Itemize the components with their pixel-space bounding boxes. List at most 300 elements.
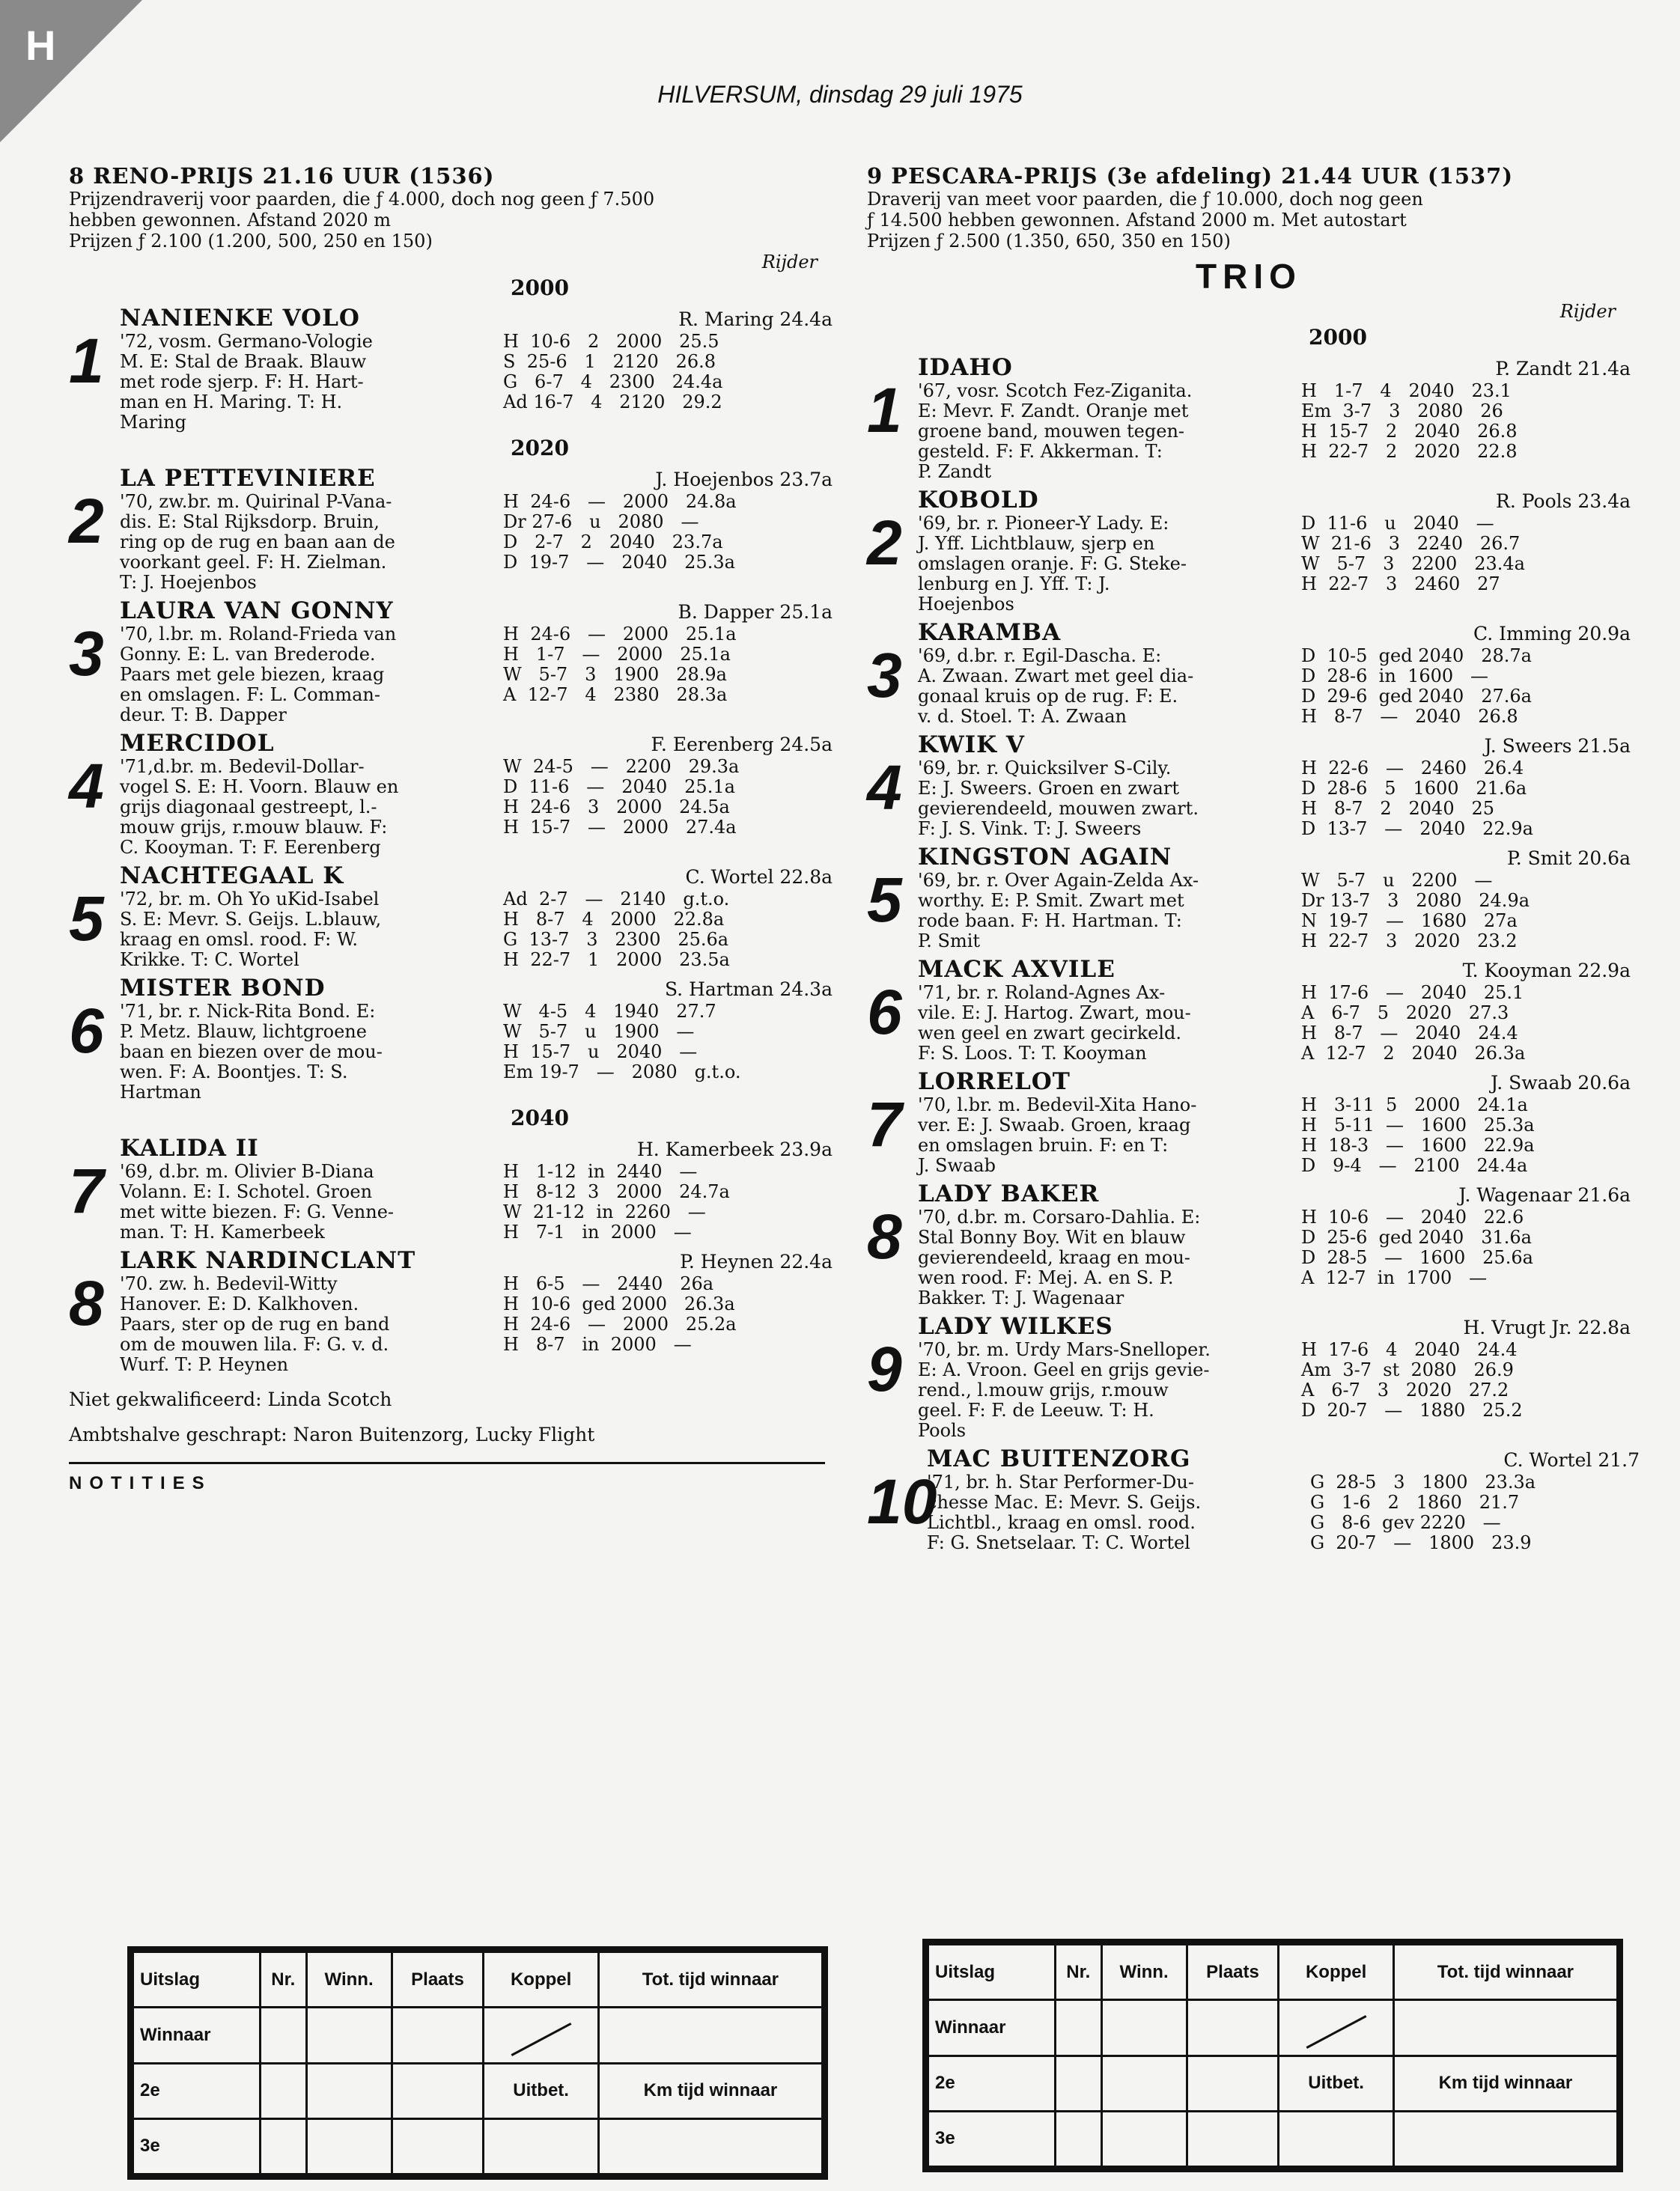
result-cell[interactable] — [1187, 2056, 1279, 2111]
description-line: F: G. Snetselaar. T: C. Wortel — [927, 1532, 1190, 1553]
description-line: kraag en omsl. rood. F: W. — [120, 929, 358, 950]
horse-description — [120, 492, 494, 593]
rider-name: C. Imming 20.9a — [1473, 623, 1631, 644]
result-cell[interactable] — [598, 2118, 822, 2174]
horse-name: LORRELOT — [918, 1068, 1071, 1095]
horse-details — [120, 730, 833, 858]
description-line: '69, br. r. Pioneer-Y Lady. E: — [918, 513, 1169, 534]
form-line: H 1-7 4 2040 23.1 — [1301, 380, 1512, 401]
horse-header — [120, 465, 833, 492]
form-line: H 8-7 4 2000 22.8a — [503, 909, 725, 930]
form-line: W 4-5 4 1940 27.7 — [503, 1001, 716, 1022]
description-line: S. E: Mevr. S. Geijs. L.blauw, — [120, 909, 382, 930]
race-9-column — [867, 163, 1640, 1553]
start-number: 7 — [69, 1156, 104, 1226]
description-line: '71, br. r. Nick-Rita Bond. E: — [120, 1001, 376, 1022]
form-line: D 9-4 — 2100 24.4a — [1301, 1155, 1528, 1176]
description-line: '70, l.br. m. Roland-Frieda van — [120, 624, 397, 644]
horse-name: NANIENKE VOLO — [120, 305, 360, 332]
horse-header — [120, 1135, 833, 1162]
form-line: G 20-7 — 1800 23.9 — [1310, 1532, 1532, 1553]
distance-heading: 2040 — [511, 1106, 569, 1130]
horse-header — [120, 730, 833, 757]
horse-details — [120, 305, 833, 433]
horse-description — [918, 1340, 1292, 1441]
horse-description — [120, 1162, 494, 1243]
horse-header — [918, 1068, 1631, 1095]
rider-name: H. Kamerbeek 23.9a — [637, 1139, 833, 1160]
result-row-label: Winnaar — [928, 2000, 1056, 2056]
race-description-line: Prijzen ƒ 2.100 (1.200, 500, 250 en 150) — [69, 231, 433, 252]
form-line: H 15-7 u 2040 — — [503, 1041, 698, 1062]
race-description-line: Draverij van meet voor paarden, die ƒ 10.000, doch nog geen — [867, 189, 1423, 210]
description-line: '72, vosm. Germano-Vologie — [120, 331, 373, 352]
result-cell[interactable] — [1101, 2111, 1187, 2166]
description-line: '69, br. r. Over Again-Zelda Ax- — [918, 870, 1199, 891]
result-cell[interactable] — [392, 2118, 484, 2174]
race-description-line: hebben gewonnen. Afstand 2020 m — [69, 210, 392, 231]
form-line: D 25-6 ged 2040 31.6a — [1301, 1227, 1532, 1248]
description-line: E: A. Vroon. Geel en grijs gevie- — [918, 1359, 1210, 1380]
horse-entry — [867, 731, 1631, 839]
race-title: 9 PESCARA-PRIJS (3e afdeling) 21.44 UUR (1537) — [867, 163, 1514, 189]
form-line: G 28-5 3 1800 23.3a — [1310, 1472, 1536, 1493]
horse-entry — [69, 862, 833, 970]
horse-details — [120, 465, 833, 593]
description-line: ver. E: J. Swaab. Groen, kraag — [918, 1115, 1191, 1136]
description-line: wen rood. F: Mej. A. en S. P. — [918, 1267, 1174, 1288]
horse-description — [918, 758, 1292, 839]
form-line: H 24-6 3 2000 24.5a — [503, 796, 730, 817]
description-line: Hoejenbos — [918, 594, 1014, 615]
horse-info — [918, 646, 1631, 727]
description-line: gonaal kruis op de rug. F: E. — [918, 686, 1178, 707]
distance-heading: 2000 — [511, 275, 569, 300]
description-line: Wurf. T: P. Heynen — [120, 1354, 289, 1375]
description-line: met rode sjerp. F: H. Hart- — [120, 371, 364, 392]
description-line: '71, br. r. Roland-Agnes Ax- — [918, 982, 1166, 1003]
result-cell[interactable] — [1101, 2056, 1187, 2111]
horse-description — [120, 1002, 494, 1103]
description-line: P. Smit — [918, 930, 981, 951]
horse-header — [918, 1180, 1631, 1207]
description-line: rode baan. F: H. Hartman. T: — [918, 910, 1182, 931]
rider-name: P. Smit 20.6a — [1506, 847, 1631, 869]
form-line: A 6-7 3 2020 27.2 — [1301, 1380, 1509, 1401]
description-line: Lichtbl., kraag en omsl. rood. — [927, 1512, 1196, 1533]
race-description — [69, 189, 833, 252]
form-line: H 8-7 2 2040 25 — [1301, 798, 1495, 819]
result-cell[interactable] — [392, 2008, 484, 2063]
horse-description — [927, 1472, 1301, 1553]
trio-heading: TRIO — [1196, 257, 1302, 296]
form-line: H 8-7 — 2040 24.4 — [1301, 1023, 1518, 1043]
form-line: D 28-6 5 1600 21.6a — [1301, 778, 1527, 799]
description-line: man. T: H. Kamerbeek — [120, 1222, 325, 1243]
form-line: D 2-7 2 2040 23.7a — [503, 531, 723, 552]
description-line: '69, br. r. Quicksilver S-Cily. — [918, 758, 1172, 778]
result-cell[interactable] — [1055, 2056, 1101, 2111]
description-line: Paars, ster op de rug en band — [120, 1314, 390, 1335]
horse-details — [918, 1313, 1631, 1441]
description-line: grijs diagonaal gestreept, l.- — [120, 796, 377, 817]
horse-entry — [867, 1180, 1631, 1308]
horse-header — [918, 956, 1631, 983]
start-number: 4 — [867, 752, 902, 823]
horse-details — [918, 487, 1631, 615]
form-line: Ad 16-7 4 2120 29.2 — [503, 391, 722, 412]
description-line: geel. F: F. de Leeuw. T: H. — [918, 1400, 1154, 1421]
horse-form — [494, 1002, 833, 1103]
not-qualified-note: Niet gekwalificeerd: Linda Scotch — [69, 1389, 392, 1410]
description-line: '70, br. m. Urdy Mars-Snelloper. — [918, 1339, 1211, 1360]
form-line: D 19-7 — 2040 25.3a — [503, 552, 735, 573]
form-line: H 15-7 2 2040 26.8 — [1301, 421, 1518, 442]
result-header: Nr. — [1055, 1945, 1101, 2000]
description-line: en omslagen bruin. F: en T: — [918, 1135, 1169, 1156]
start-number: 7 — [867, 1089, 902, 1160]
form-line: Dr 27-6 u 2080 — — [503, 511, 699, 532]
horse-header — [918, 487, 1631, 514]
horse-header — [120, 305, 833, 332]
result-cell[interactable] — [260, 2008, 306, 2063]
horse-description — [918, 1095, 1292, 1176]
description-line: Hartman — [120, 1082, 201, 1103]
horse-entry — [867, 354, 1631, 482]
form-line: H 10-6 — 2040 22.6 — [1301, 1207, 1524, 1228]
result-cell[interactable] — [260, 2063, 306, 2118]
result-cell[interactable] — [1055, 2111, 1101, 2166]
horse-form — [1292, 758, 1631, 839]
description-line: chesse Mac. E: Mevr. S. Geijs. — [927, 1492, 1202, 1513]
horse-name: NACHTEGAAL K — [120, 862, 344, 889]
result-cell[interactable] — [1187, 2000, 1279, 2056]
horse-details — [918, 354, 1631, 482]
description-line: '70. zw. h. Bedevil-Witty — [120, 1273, 338, 1294]
horse-header — [120, 1247, 833, 1274]
form-line: H 22-7 3 2020 23.2 — [1301, 930, 1518, 951]
form-line: H 17-6 — 2040 25.1 — [1301, 982, 1524, 1003]
result-header: Tot. tijd winnaar — [1393, 1945, 1617, 2000]
description-line: '70, l.br. m. Bedevil-Xita Hano- — [918, 1094, 1197, 1115]
description-line: J. Yff. Lichtblauw, sjerp en — [918, 533, 1155, 554]
start-number: 1 — [867, 375, 902, 445]
description-line: wen. F: A. Boontjes. T: S. — [120, 1061, 348, 1082]
horse-name: KOBOLD — [918, 487, 1039, 514]
result-cell[interactable] — [306, 2063, 392, 2118]
horse-name: LA PETTEVINIERE — [120, 465, 376, 492]
description-line: '71,d.br. m. Bedevil-Dollar- — [120, 756, 365, 777]
form-line: A 12-7 in 1700 — — [1301, 1267, 1488, 1288]
result-header: Nr. — [260, 1952, 306, 2008]
horse-description — [120, 889, 494, 970]
race-description-line: Prijzendraverij voor paarden, die ƒ 4.000, doch nog geen ƒ 7.500 — [69, 189, 655, 210]
form-line: G 13-7 3 2300 25.6a — [503, 929, 729, 950]
start-number: 6 — [69, 996, 104, 1066]
form-line: H 3-11 5 2000 24.1a — [1301, 1094, 1528, 1115]
rider-name: J. Wagenaar 21.6a — [1458, 1184, 1631, 1206]
rider-name: B. Dapper 25.1a — [678, 601, 833, 623]
result-cell[interactable] — [306, 2008, 392, 2063]
horse-description — [918, 381, 1292, 482]
form-line: W 5-7 3 2200 23.4a — [1301, 553, 1525, 574]
rider-name: T. Kooyman 22.9a — [1462, 960, 1631, 981]
result-cell[interactable] — [1393, 2111, 1617, 2166]
form-line: H 24-6 — 2000 25.2a — [503, 1314, 737, 1335]
form-line: G 6-7 4 2300 24.4a — [503, 371, 723, 392]
horse-info — [918, 514, 1631, 615]
form-line: G 8-6 gev 2220 — — [1310, 1512, 1501, 1533]
horse-description — [918, 983, 1292, 1064]
horse-entry — [69, 975, 833, 1103]
description-line: baan en biezen over de mou- — [120, 1041, 383, 1062]
form-line: W 24-5 — 2200 29.3a — [503, 756, 740, 777]
horse-details — [120, 597, 833, 725]
description-line: '67, vosr. Scotch Fez-Ziganita. — [918, 380, 1193, 401]
horse-entry — [69, 730, 833, 858]
rider-name: R. Maring 24.4a — [678, 308, 833, 330]
description-line: vogel S. E: H. Voorn. Blauw en — [120, 776, 399, 797]
description-line: omslagen oranje. F: G. Steke- — [918, 553, 1187, 574]
form-line: A 12-7 4 2380 28.3a — [503, 684, 728, 705]
horse-details — [918, 619, 1631, 727]
result-cell[interactable] — [598, 2008, 822, 2063]
form-line: D 28-6 in 1600 — — [1301, 665, 1489, 686]
form-line: W 21-12 in 2260 — — [503, 1201, 706, 1222]
form-line: Am 3-7 st 2080 26.9 — [1301, 1359, 1514, 1380]
horse-description — [918, 1207, 1292, 1308]
result-row-label: 2e — [928, 2056, 1056, 2111]
form-line: D 29-6 ged 2040 27.6a — [1301, 686, 1532, 707]
result-cell[interactable] — [1393, 2000, 1617, 2056]
horse-list — [867, 325, 1640, 1553]
horse-list — [69, 275, 833, 1375]
horse-name: KARAMBA — [918, 619, 1062, 646]
description-line: groene band, mouwen tegen- — [918, 421, 1185, 442]
horse-details — [120, 975, 833, 1103]
form-line: H 22-7 2 2020 22.8 — [1301, 441, 1518, 462]
form-line: H 10-6 2 2000 25.5 — [503, 331, 719, 352]
horse-info — [918, 1095, 1631, 1176]
description-line: F: J. S. Vink. T: J. Sweers — [918, 818, 1142, 839]
rider-name: C. Wortel 22.8a — [685, 866, 833, 888]
result-km-label: Km tijd winnaar — [1393, 2056, 1617, 2111]
horse-form — [1292, 381, 1631, 482]
description-line: '70, zw.br. m. Quirinal P-Vana- — [120, 491, 392, 512]
result-header: Tot. tijd winnaar — [598, 1952, 822, 2008]
horse-entry — [69, 305, 833, 433]
horse-info — [120, 492, 833, 593]
horse-form — [494, 492, 833, 593]
description-line: '71, br. h. Star Performer-Du- — [927, 1472, 1194, 1493]
horse-info — [927, 1472, 1640, 1553]
result-cell[interactable] — [484, 2118, 598, 2174]
description-line: lenburg en J. Yff. T: J. — [918, 573, 1110, 594]
rider-name: C. Wortel 21.7 — [1503, 1449, 1640, 1471]
start-number: 9 — [867, 1334, 902, 1404]
horse-details — [918, 1068, 1631, 1176]
horse-form — [1292, 1095, 1631, 1176]
horse-info — [918, 871, 1631, 951]
result-header: Plaats — [1187, 1945, 1279, 2000]
description-line: E: J. Sweers. Groen en zwart — [918, 778, 1179, 799]
form-line: Dr 13-7 3 2080 24.9a — [1301, 890, 1530, 911]
horse-header — [927, 1445, 1640, 1472]
horse-info — [120, 757, 833, 858]
horse-form — [494, 1274, 833, 1375]
start-number: 6 — [867, 977, 902, 1047]
horse-entry — [867, 487, 1631, 615]
horse-form — [494, 624, 833, 725]
result-header: Plaats — [392, 1952, 484, 2008]
horse-description — [918, 514, 1292, 615]
horse-form — [1292, 1340, 1631, 1441]
race-description-line: ƒ 14.500 hebben gewonnen. Afstand 2000 m. Met autostart — [867, 210, 1407, 231]
result-cell[interactable] — [1101, 2000, 1187, 2056]
horse-details — [918, 956, 1631, 1064]
horse-name: MAC BUITENZORG — [927, 1445, 1191, 1472]
divider — [69, 1462, 825, 1464]
horse-header — [120, 597, 833, 624]
description-line: Paars met gele biezen, kraag — [120, 664, 385, 685]
description-line: Bakker. T: J. Wagenaar — [918, 1288, 1124, 1308]
description-line: M. E: Stal de Braak. Blauw — [120, 351, 367, 372]
description-line: deur. T: B. Dapper — [120, 704, 287, 725]
form-line: A 6-7 5 2020 27.3 — [1301, 1002, 1509, 1023]
result-cell[interactable] — [392, 2063, 484, 2118]
result-cell[interactable] — [1055, 2000, 1101, 2056]
horse-header — [120, 975, 833, 1002]
form-line: Em 3-7 3 2080 26 — [1301, 400, 1503, 421]
page-header: HILVERSUM, dinsdag 29 juli 1975 — [657, 81, 1023, 108]
description-line: T: J. Hoejenbos — [120, 572, 257, 593]
horse-header — [120, 862, 833, 889]
distance-heading: 2020 — [511, 436, 569, 460]
result-cell-slash — [484, 2008, 598, 2063]
horse-entry — [867, 619, 1631, 727]
description-line: Pools — [918, 1420, 967, 1441]
horse-name: KINGSTON AGAIN — [918, 844, 1172, 871]
start-number: 8 — [867, 1201, 902, 1272]
description-line: Krikke. T: C. Wortel — [120, 949, 299, 970]
corner-tab — [0, 0, 142, 142]
horse-details — [918, 844, 1631, 951]
result-cell-slash — [1279, 2000, 1393, 2056]
form-line: Em 19-7 — 2080 g.t.o. — [503, 1061, 741, 1082]
horse-info — [918, 758, 1631, 839]
result-cell[interactable] — [260, 2118, 306, 2174]
horse-form — [1292, 646, 1631, 727]
form-line: H 22-7 1 2000 23.5a — [503, 949, 730, 970]
horse-form — [494, 1162, 833, 1243]
form-line: H 17-6 4 2040 24.4 — [1301, 1339, 1518, 1360]
horse-description — [918, 646, 1292, 727]
form-line: H 1-7 — 2000 25.1a — [503, 644, 731, 665]
form-line: D 10-5 ged 2040 28.7a — [1301, 645, 1532, 666]
start-number: 8 — [69, 1268, 104, 1338]
horse-info — [918, 381, 1631, 482]
result-cell[interactable] — [1187, 2111, 1279, 2166]
description-line: gevierendeeld, kraag en mou- — [918, 1247, 1190, 1268]
horse-info — [120, 1274, 833, 1375]
form-line: W 5-7 u 2200 — — [1301, 870, 1493, 891]
form-line: H 8-7 — 2040 26.8 — [1301, 706, 1518, 727]
rider-name: J. Sweers 21.5a — [1484, 735, 1631, 757]
form-line: D 20-7 — 1880 25.2 — [1301, 1400, 1523, 1421]
horse-form — [1292, 514, 1631, 615]
start-number: 10 — [867, 1466, 937, 1537]
start-number: 3 — [867, 640, 902, 710]
form-line: D 13-7 — 2040 22.9a — [1301, 818, 1533, 839]
notes-heading: NOTITIES — [69, 1473, 212, 1493]
description-line: P. Metz. Blauw, lichtgroene — [120, 1021, 367, 1042]
race-description-line: Prijzen ƒ 2.500 (1.350, 650, 350 en 150) — [867, 231, 1231, 252]
result-row-label: 2e — [133, 2063, 261, 2118]
result-table-race-8 — [127, 1946, 828, 2180]
result-header: Winn. — [306, 1952, 392, 2008]
horse-details — [120, 862, 833, 970]
race-8-column — [69, 163, 833, 1494]
race-title: 8 RENO-PRIJS 21.16 UUR (1536) — [69, 163, 495, 189]
horse-description — [918, 871, 1292, 951]
description-line: gesteld. F: F. Akkerman. T: — [918, 441, 1163, 462]
horse-info — [918, 983, 1631, 1064]
horse-name: MERCIDOL — [120, 730, 275, 757]
horse-entry — [867, 1313, 1631, 1441]
form-line: H 24-6 — 2000 25.1a — [503, 624, 737, 644]
horse-entry — [867, 1068, 1631, 1176]
form-line: H 1-12 in 2440 — — [503, 1161, 698, 1182]
horse-description — [120, 1274, 494, 1375]
result-table-race-9 — [922, 1939, 1623, 2172]
description-line: '70, d.br. m. Corsaro-Dahlia. E: — [918, 1207, 1201, 1228]
form-line: H 10-6 ged 2000 26.3a — [503, 1293, 735, 1314]
rijder-label: Rijder — [761, 252, 818, 272]
rider-name: H. Vrugt Jr. 22.8a — [1463, 1317, 1631, 1338]
horse-form — [494, 757, 833, 858]
horse-form — [1292, 871, 1631, 951]
result-header: Winn. — [1101, 1945, 1187, 2000]
rijder-label: Rijder — [1559, 301, 1616, 322]
description-line: Hanover. E: D. Kalkhoven. — [120, 1293, 359, 1314]
result-cell[interactable] — [306, 2118, 392, 2174]
horse-name: MACK AXVILE — [918, 956, 1116, 983]
horse-info — [918, 1207, 1631, 1308]
rider-name: P. Zandt 21.4a — [1495, 358, 1631, 380]
result-header: Uitslag — [928, 1945, 1056, 2000]
result-row-label: 3e — [133, 2118, 261, 2174]
horse-info — [918, 1340, 1631, 1441]
horse-description — [120, 757, 494, 858]
result-cell[interactable] — [1279, 2111, 1393, 2166]
result-header: Uitslag — [133, 1952, 261, 2008]
form-line: N 19-7 — 1680 27a — [1301, 910, 1518, 931]
horse-form — [1301, 1472, 1640, 1553]
description-line: en omslagen. F: L. Comman- — [120, 684, 380, 705]
description-line: om de mouwen lila. F: G. v. d. — [120, 1334, 389, 1355]
description-line: man en H. Maring. T: H. — [120, 391, 343, 412]
description-line: Volann. E: I. Schotel. Groen — [120, 1181, 373, 1202]
rider-name: F. Eerenberg 24.5a — [651, 734, 833, 755]
description-line: rend., l.mouw grijs, r.mouw — [918, 1380, 1169, 1401]
horse-name: IDAHO — [918, 354, 1013, 381]
horse-details — [918, 1180, 1631, 1308]
horse-name: LADY BAKER — [918, 1180, 1100, 1207]
horse-header — [918, 354, 1631, 381]
form-line: H 8-12 3 2000 24.7a — [503, 1181, 730, 1202]
description-line: F: S. Loos. T: T. Kooyman — [918, 1043, 1147, 1064]
horse-info — [120, 889, 833, 970]
